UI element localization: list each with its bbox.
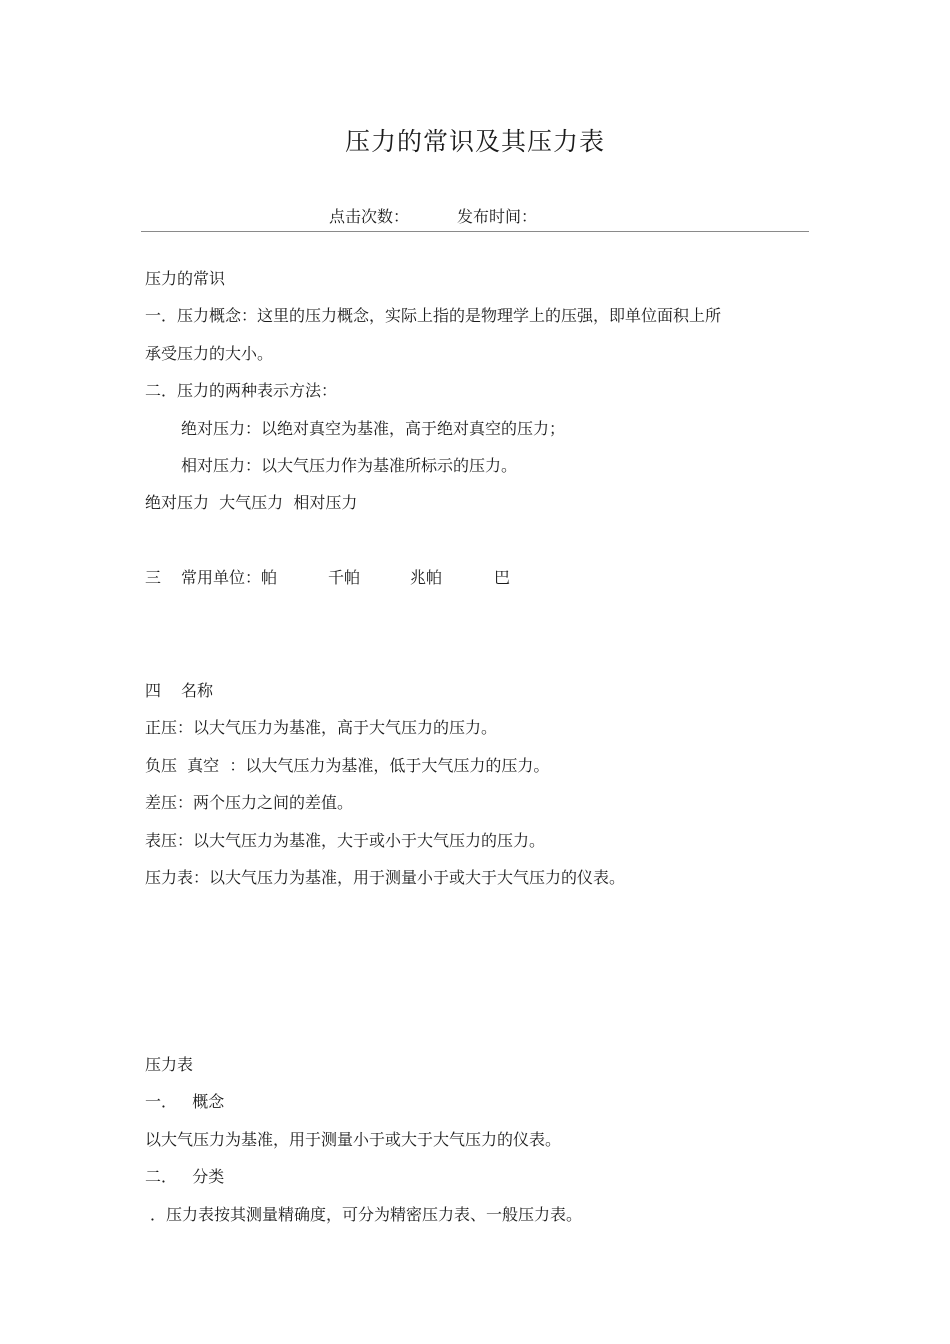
pressure-types-row: 绝对压力 大气压力 相对压力 bbox=[145, 493, 358, 512]
publish-date-label: 发布时间： bbox=[457, 207, 538, 226]
pressure-concept-line1: 一．压力概念：这里的压力概念，实际上指的是物理学上的压强，即单位面积上所 bbox=[145, 306, 722, 325]
names-heading bbox=[145, 680, 345, 702]
section-heading-pressure-basics: 压力的常识 bbox=[145, 269, 226, 288]
click-count-label: 点击次数： bbox=[329, 207, 410, 226]
differential-pressure-definition: 差压：两个压力之间的差值。 bbox=[145, 793, 354, 812]
negative-pressure-definition: 负压 真空 ：以大气压力为基准，低于大气压力的压力。 bbox=[145, 756, 550, 775]
pressure-concept-line2: 承受压力的大小。 bbox=[145, 344, 274, 363]
names-number: 四 bbox=[145, 681, 162, 700]
unit-bar: 巴 bbox=[494, 568, 511, 587]
names-label: 名称 bbox=[181, 681, 214, 700]
gauge-classification-text: ．压力表按其测量精确度，可分为精密压力表、一般压力表。 bbox=[150, 1205, 583, 1224]
pressure-representation-heading: 二．压力的两种表示方法： bbox=[145, 381, 338, 400]
units-label-pa: 常用单位：帕 bbox=[181, 568, 278, 587]
positive-pressure-definition: 正压：以大气压力为基准，高于大气压力的压力。 bbox=[145, 718, 498, 737]
section-heading-pressure-gauge: 压力表 bbox=[145, 1055, 194, 1074]
units-number: 三 bbox=[145, 568, 162, 587]
page-title: 压力的常识及其压力表 bbox=[344, 127, 605, 156]
gauge-pressure-definition: 表压：以大气压力为基准，大于或小于大气压力的压力。 bbox=[145, 831, 546, 850]
header-divider bbox=[141, 231, 809, 232]
units-row bbox=[145, 567, 545, 589]
gauge-classification-heading: 二． 分类 bbox=[145, 1167, 225, 1186]
unit-mpa: 兆帕 bbox=[410, 568, 443, 587]
relative-pressure-definition: 相对压力：以大气压力作为基准所标示的压力。 bbox=[181, 456, 518, 475]
absolute-pressure-definition: 绝对压力：以绝对真空为基准，高于绝对真空的压力； bbox=[181, 419, 566, 438]
unit-kpa: 千帕 bbox=[328, 568, 361, 587]
gauge-concept-heading: 一． 概念 bbox=[145, 1092, 225, 1111]
pressure-gauge-definition: 压力表：以大气压力为基准，用于测量小于或大于大气压力的仪表。 bbox=[145, 868, 626, 887]
gauge-concept-text: 以大气压力为基准，用于测量小于或大于大气压力的仪表。 bbox=[145, 1130, 562, 1149]
